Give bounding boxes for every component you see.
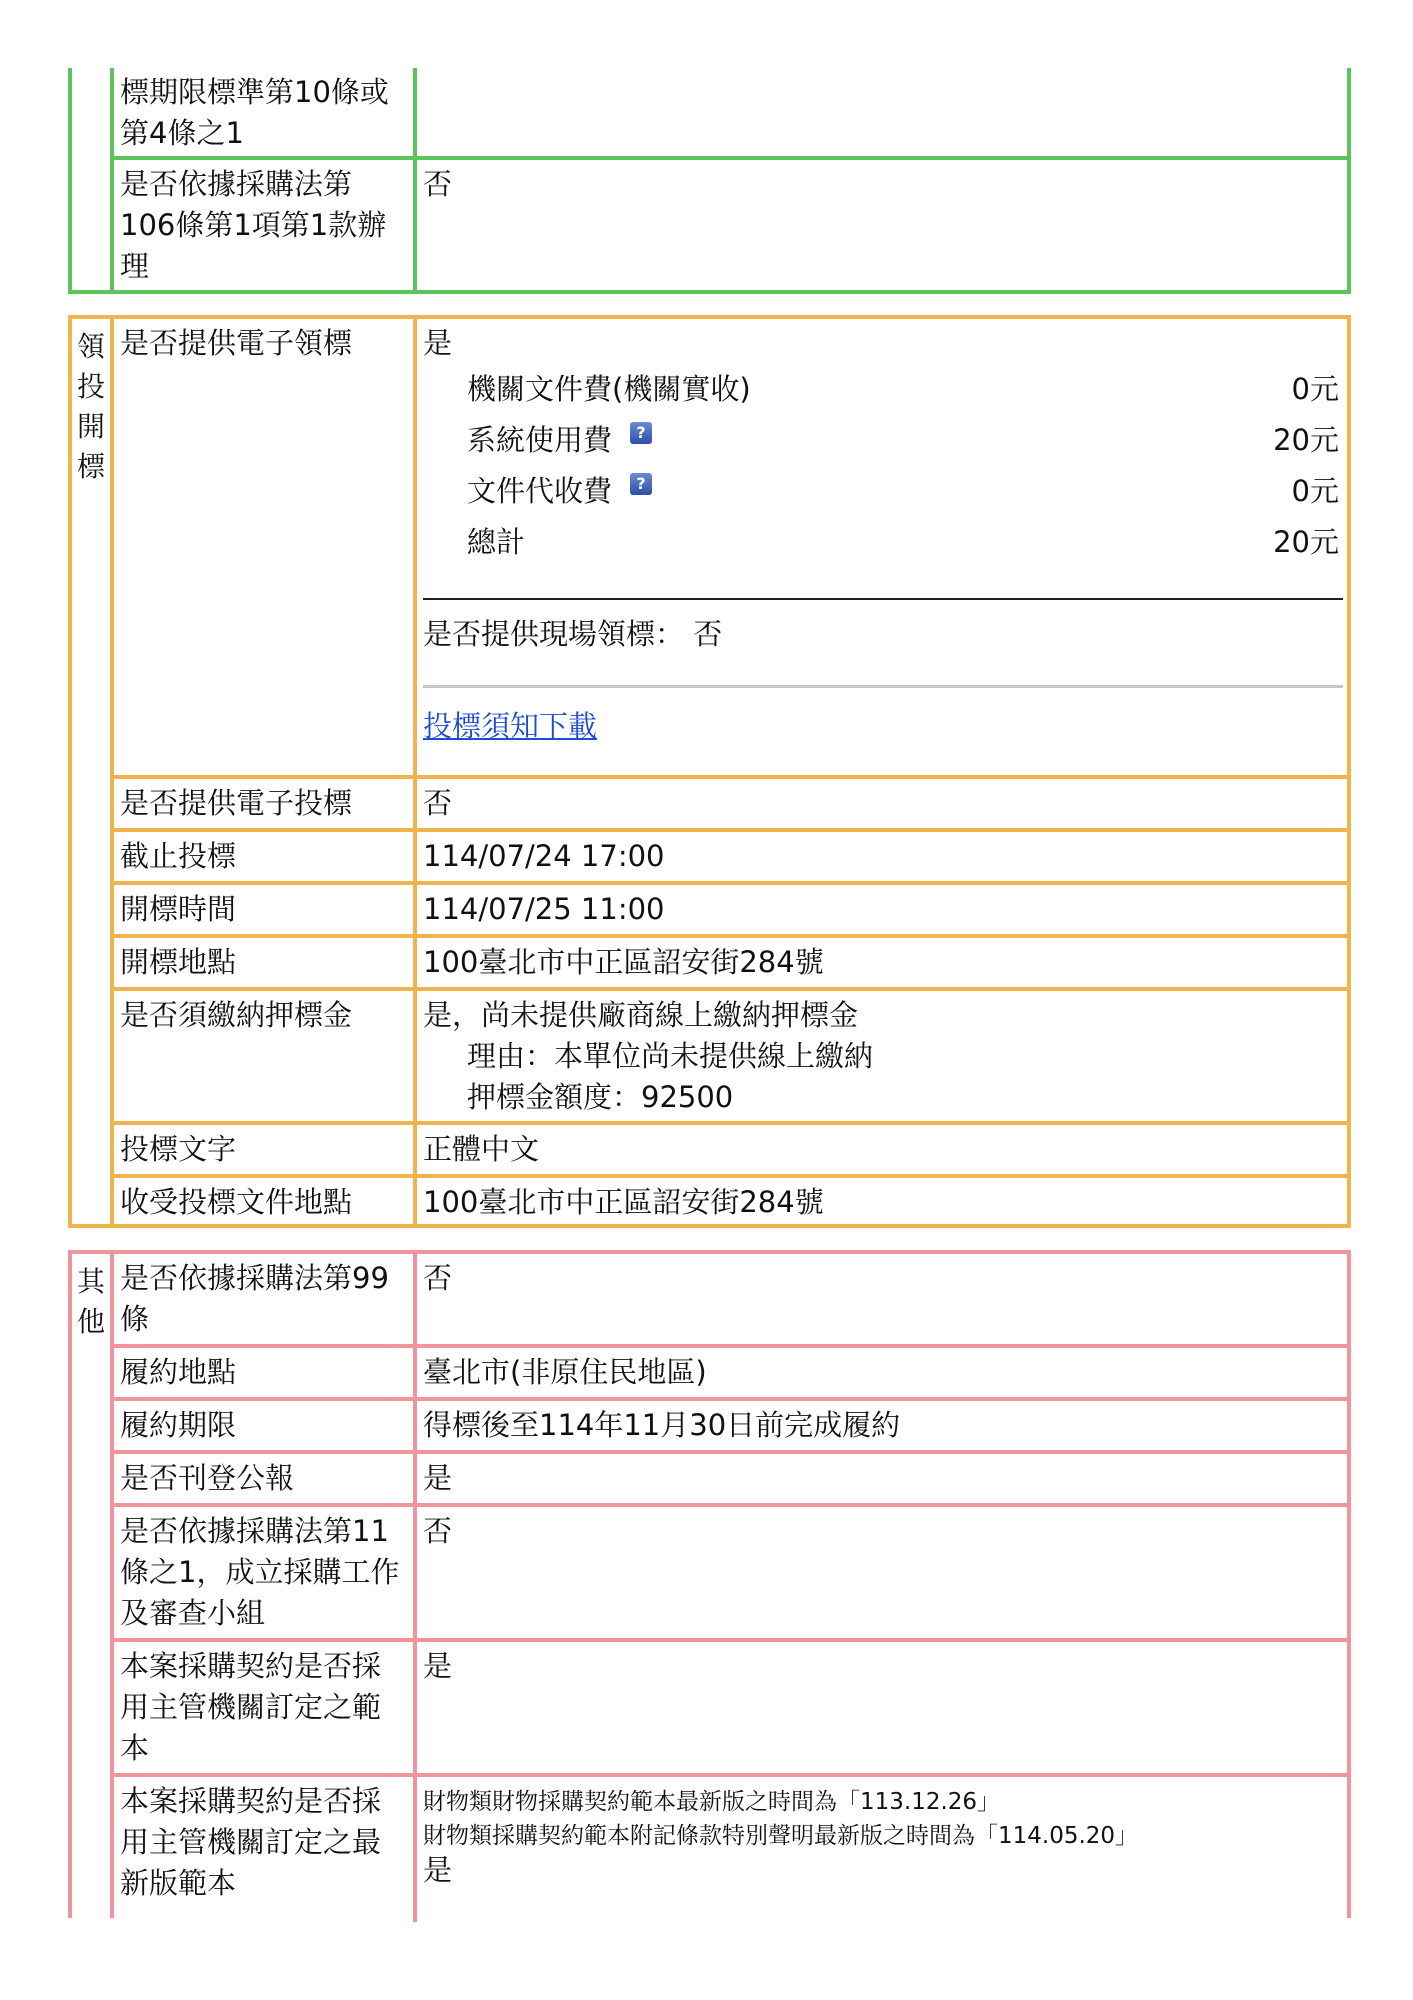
table-row-deposit (114, 991, 1347, 1125)
row-label: 本案採購契約是否採用主管機關訂定之範本 (114, 1642, 417, 1773)
table-row (114, 1454, 1347, 1507)
tender-instructions-download-link[interactable]: 投標須知下載 (423, 709, 598, 743)
row-value: 114/07/25 11:00 (423, 892, 665, 926)
fee-name: 文件代收費 (467, 474, 613, 508)
fee-name: 系統使用費 (467, 423, 613, 457)
divider (423, 598, 1343, 600)
row-value: 否 (423, 1261, 453, 1295)
fee-name: 總計 (467, 525, 526, 559)
section-side-label: 其他 (72, 1254, 114, 1918)
deposit-reason: 理由：本單位尚未提供線上繳納 (467, 1039, 874, 1073)
row-value: 得標後至114年11月30日前完成履約 (423, 1408, 901, 1442)
row-value: 100臺北市中正區詔安街284號 (423, 945, 824, 979)
deposit-amount: 押標金額度：92500 (467, 1080, 734, 1114)
fee-name: 機關文件費(機關實收) (467, 372, 751, 406)
divider (423, 685, 1343, 688)
row-label: 本案採購契約是否採用主管機關訂定之最新版範本 (114, 1777, 417, 1922)
fee-amount: 20元 (1273, 423, 1339, 457)
template-date-2: 財物類採購契約範本附記條款特別聲明最新版之時間為「114.05.20」 (423, 1823, 1139, 1849)
row-value (417, 1777, 1347, 1922)
section-other (68, 1250, 1351, 1918)
row-value (417, 68, 1347, 156)
row-label: 是否提供電子投標 (114, 779, 417, 828)
help-icon[interactable]: ? (630, 473, 652, 495)
table-row (114, 160, 1347, 294)
row-label: 截止投標 (114, 832, 417, 881)
section-bidding (68, 315, 1351, 1228)
template-answer: 是 (423, 1853, 453, 1887)
row-value: 114/07/24 17:00 (423, 839, 665, 873)
row-value: 否 (423, 1514, 453, 1548)
row-value: 正體中文 (423, 1132, 540, 1166)
section-side-label: 領投開標 (72, 319, 114, 1224)
table-row (114, 1401, 1347, 1454)
table-row (114, 832, 1347, 885)
table-row (114, 1507, 1347, 1642)
fee-row (423, 517, 1347, 568)
table-row-e-download (114, 319, 1347, 779)
fee-amount: 20元 (1273, 525, 1339, 559)
row-label: 是否依據採購法第99條 (114, 1254, 417, 1344)
table-row (114, 1642, 1347, 1777)
help-icon[interactable]: ? (630, 422, 652, 444)
table-row (114, 1125, 1347, 1178)
table-row (114, 1178, 1347, 1227)
row-label: 開標地點 (114, 938, 417, 987)
fee-row (423, 415, 1347, 466)
e-download-value: 是 (423, 326, 453, 360)
row-value: 臺北市(非原住民地區) (423, 1355, 707, 1389)
row-label: 履約期限 (114, 1401, 417, 1450)
row-label: 是否刊登公報 (114, 1454, 417, 1503)
row-label: 履約地點 (114, 1348, 417, 1397)
table-row (114, 779, 1347, 832)
row-value: 否 (423, 786, 453, 820)
table-row-latest-template (114, 1777, 1347, 1922)
row-value: 100臺北市中正區詔安街284號 (423, 1185, 824, 1219)
fee-amount: 0元 (1291, 372, 1339, 406)
row-label: 投標文字 (114, 1125, 417, 1174)
row-value: 是 (423, 1461, 453, 1495)
row-label: 是否須繳納押標金 (114, 991, 417, 1121)
row-label: 是否提供電子領標 (114, 319, 417, 775)
row-label: 是否依據採購法第106條第1項第1款辦理 (114, 160, 417, 294)
fee-row (423, 364, 1347, 415)
onsite-pickup: 是否提供現場領標： 否 (423, 617, 723, 651)
row-label: 開標時間 (114, 885, 417, 934)
section-tender-terms (68, 68, 1351, 294)
row-label: 是否依據採購法第11條之1，成立採購工作及審查小組 (114, 1507, 417, 1638)
row-value: 否 (423, 167, 453, 201)
section-side-label (72, 68, 114, 290)
row-value (417, 319, 1347, 775)
deposit-status: 是，尚未提供廠商線上繳納押標金 (423, 998, 859, 1032)
fee-row (423, 466, 1347, 517)
table-row (114, 885, 1347, 938)
template-date-1: 財物類財物採購契約範本最新版之時間為「113.12.26」 (423, 1789, 1001, 1815)
table-row (114, 1254, 1347, 1348)
row-value (417, 991, 1347, 1121)
row-label: 收受投標文件地點 (114, 1178, 417, 1227)
table-row (114, 1348, 1347, 1401)
row-value: 是 (423, 1649, 453, 1683)
fee-amount: 0元 (1291, 474, 1339, 508)
table-row (114, 938, 1347, 991)
row-label: 標期限標準第10條或第4條之1 (114, 68, 417, 156)
table-row (114, 68, 1347, 160)
